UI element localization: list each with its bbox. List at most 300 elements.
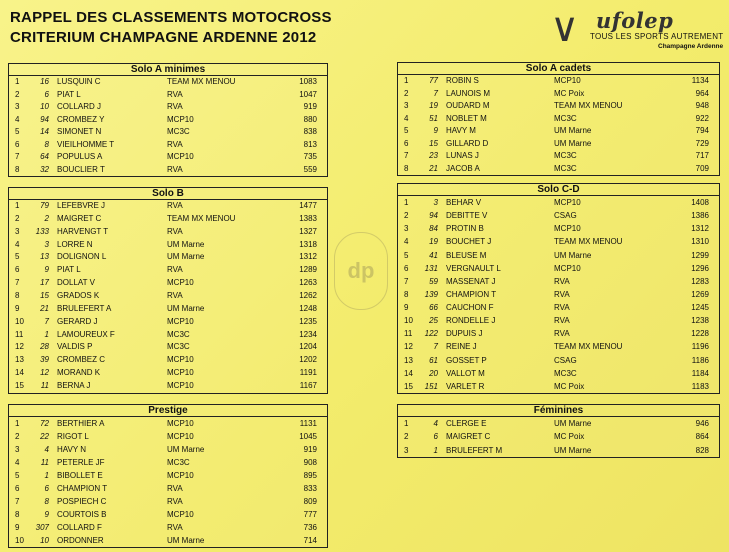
bib-number: 6: [44, 89, 49, 99]
points: 1186: [691, 355, 709, 365]
club-name: MCP10: [167, 114, 194, 124]
points: 1047: [299, 89, 317, 99]
bib-number: 12: [40, 368, 49, 378]
points: 1312: [299, 252, 317, 262]
bib-number: 7: [44, 316, 49, 326]
club-name: MCP10: [554, 76, 581, 85]
bib-number: 151: [424, 381, 438, 391]
rank: 1: [404, 419, 409, 428]
rank: 4: [404, 237, 409, 247]
points: 1238: [691, 316, 709, 326]
rider-name: COURTOIS B: [57, 510, 107, 519]
table-row: [9, 354, 327, 367]
points: 1312: [691, 224, 709, 234]
rank: 5: [15, 127, 20, 136]
rank: 5: [404, 250, 409, 260]
table-row: [9, 239, 327, 252]
rank: 2: [15, 213, 20, 223]
club-name: UM Marne: [554, 250, 592, 260]
points: 1408: [691, 198, 709, 207]
bib-number: 7: [433, 88, 438, 98]
rank: 2: [15, 432, 20, 441]
bib-number: 2: [44, 213, 49, 223]
club-name: RVA: [167, 102, 183, 111]
table-row: [9, 89, 327, 102]
club-name: MC3C: [554, 113, 577, 123]
club-name: RVA: [167, 89, 183, 99]
bib-number: 1: [44, 329, 49, 339]
points: 1204: [299, 342, 317, 352]
bib-number: 139: [424, 289, 438, 299]
points: 948: [695, 101, 709, 110]
club-name: UM Marne: [167, 303, 205, 313]
rider-name: DOLIGNON L: [57, 252, 107, 262]
rank: 4: [15, 239, 20, 249]
club-name: MCP10: [167, 381, 194, 391]
club-name: TEAM MX MENOU: [554, 342, 623, 352]
bib-number: 19: [429, 101, 438, 110]
table-row: [398, 367, 719, 380]
points: 777: [303, 510, 317, 519]
rank: 12: [15, 342, 24, 352]
rider-name: GERARD J: [57, 316, 98, 326]
rider-name: MAIGRET C: [446, 432, 491, 442]
points: 559: [303, 164, 317, 174]
table-row: [9, 151, 327, 164]
rank: 14: [15, 368, 24, 378]
points: 1131: [299, 419, 317, 428]
rider-name: POSPIECH C: [57, 497, 107, 506]
table-row: [9, 482, 327, 495]
table-row: [9, 139, 327, 152]
points: 828: [695, 445, 709, 455]
points: 1234: [299, 329, 317, 339]
rank: 9: [15, 523, 20, 532]
club-name: MC Poix: [554, 432, 585, 442]
points: 1134: [691, 76, 709, 85]
rank: 1: [15, 419, 20, 428]
points: 1245: [691, 303, 709, 312]
table-row: [9, 213, 327, 226]
club-name: MC3C: [167, 329, 190, 339]
bib-number: 10: [40, 536, 49, 545]
bib-number: 77: [429, 76, 438, 85]
rank: 12: [404, 342, 413, 352]
points: 1383: [299, 213, 317, 223]
club-name: MC Poix: [554, 381, 585, 391]
club-name: CSAG: [554, 211, 577, 221]
table-row: [9, 126, 327, 139]
rider-name: LUNAS J: [446, 151, 479, 160]
club-name: UM Marne: [167, 445, 205, 454]
rank: 3: [15, 445, 20, 454]
points: 1269: [691, 289, 709, 299]
bib-number: 1: [44, 471, 49, 480]
points: 1235: [299, 316, 317, 326]
rider-name: POPULUS A: [57, 152, 103, 161]
club-name: RVA: [554, 329, 570, 339]
bib-number: 15: [429, 138, 438, 148]
rank: 3: [404, 224, 409, 234]
club-name: RVA: [167, 139, 183, 149]
table-row: [398, 327, 719, 340]
rider-name: BRULEFERT A: [57, 303, 112, 313]
rank: 6: [15, 484, 20, 493]
bib-number: 61: [429, 355, 438, 365]
rider-name: JACOB A: [446, 163, 480, 173]
points: 1228: [691, 329, 709, 339]
logo-subtitle: Champagne Ardenne: [658, 43, 724, 50]
bib-number: 72: [40, 419, 49, 428]
table-row: [9, 290, 327, 303]
table-row: [9, 380, 327, 393]
rank: 15: [404, 381, 413, 391]
rider-name: CHAMPION T: [446, 289, 497, 299]
club-name: RVA: [554, 303, 570, 312]
rank: 4: [15, 458, 20, 467]
rider-name: LORRE N: [57, 239, 93, 249]
club-name: MCP10: [167, 419, 194, 428]
table-solo-a-cadets: [397, 62, 720, 176]
table-row: [398, 262, 719, 275]
rider-name: CROMBEZ Y: [57, 114, 105, 124]
rider-name: CLERGE E: [446, 419, 487, 428]
bib-number: 17: [40, 278, 49, 288]
rider-name: BERTHIER A: [57, 419, 105, 428]
table-row: [398, 113, 719, 126]
club-name: MC3C: [167, 127, 190, 136]
table-title: Féminines: [398, 405, 719, 417]
table-row: [398, 196, 719, 209]
table-row: [9, 329, 327, 342]
table-row: [398, 430, 719, 443]
table-row: [398, 340, 719, 353]
rider-name: DUPUIS J: [446, 329, 483, 339]
bib-number: 7: [433, 342, 438, 352]
points: 709: [695, 163, 709, 173]
stamp-mark: dp: [334, 232, 388, 310]
bib-number: 23: [429, 151, 438, 160]
rank: 8: [404, 163, 409, 173]
rider-name: ORDONNER: [57, 536, 104, 545]
rider-name: HAVY N: [57, 445, 87, 454]
bib-number: 84: [429, 224, 438, 234]
rank: 13: [15, 355, 24, 365]
rank: 1: [404, 198, 409, 207]
points: 794: [695, 126, 709, 135]
rank: 7: [15, 497, 20, 506]
points: 736: [303, 523, 317, 532]
rank: 11: [404, 329, 413, 339]
rider-name: OUDARD M: [446, 101, 490, 110]
bib-number: 32: [40, 164, 49, 174]
table-row: [398, 235, 719, 248]
club-name: MC3C: [554, 151, 577, 160]
rider-name: BIBOLLET E: [57, 471, 103, 480]
points: 964: [695, 88, 709, 98]
table-row: [9, 303, 327, 316]
bib-number: 11: [40, 458, 49, 467]
table-row: [9, 430, 327, 443]
points: 1296: [691, 263, 709, 273]
club-name: RVA: [167, 226, 183, 236]
rider-name: LAMOUREUX F: [57, 329, 115, 339]
table-row: [9, 164, 327, 177]
bib-number: 39: [40, 355, 49, 365]
bib-number: 59: [429, 276, 438, 286]
table-row: [9, 76, 327, 89]
table-solo-b: [8, 187, 328, 394]
rank: 2: [15, 89, 20, 99]
table-row: [398, 275, 719, 288]
table-row: [9, 443, 327, 456]
rank: 1: [15, 201, 20, 210]
table-row: [398, 209, 719, 222]
bib-number: 6: [433, 432, 438, 442]
rider-name: PIAT L: [57, 265, 81, 275]
rank: 4: [15, 114, 20, 124]
table-row: [9, 341, 327, 354]
points: 729: [695, 138, 709, 148]
points: 1310: [691, 237, 709, 247]
rank: 8: [15, 291, 20, 301]
rank: 8: [15, 164, 20, 174]
rider-name: LEFEBVRE J: [57, 201, 106, 210]
points: 838: [303, 127, 317, 136]
bib-number: 3: [44, 239, 49, 249]
rider-name: ROBIN S: [446, 76, 479, 85]
rank: 4: [404, 113, 409, 123]
rider-name: LUSQUIN C: [57, 77, 101, 86]
rank: 6: [404, 138, 409, 148]
rank: 8: [404, 289, 409, 299]
rider-name: COLLARD J: [57, 102, 102, 111]
rank: 5: [15, 471, 20, 480]
club-name: TEAM MX MENOU: [554, 237, 623, 247]
bib-number: 131: [424, 263, 438, 273]
table-row: [398, 150, 719, 163]
table-row: [9, 495, 327, 508]
points: 895: [303, 471, 317, 480]
table-row: [398, 125, 719, 138]
table-row: [398, 138, 719, 151]
club-name: MCP10: [167, 152, 194, 161]
points: 1196: [691, 342, 709, 352]
bib-number: 22: [40, 432, 49, 441]
rider-name: VALDIS P: [57, 342, 93, 352]
points: 1183: [691, 381, 709, 391]
table-row: [398, 444, 719, 457]
table-row: [398, 222, 719, 235]
bib-number: 3: [433, 198, 438, 207]
table-row: [9, 417, 327, 430]
rank: 10: [404, 316, 413, 326]
title-line-1: RAPPEL DES CLASSEMENTS MOTOCROSS: [10, 9, 332, 26]
points: 1386: [691, 211, 709, 221]
table-row: [398, 354, 719, 367]
rider-name: VIEILHOMME T: [57, 139, 115, 149]
bib-number: 94: [40, 114, 49, 124]
title-line-2: CRITERIUM CHAMPAGNE ARDENNE 2012: [10, 29, 317, 46]
bib-number: 16: [40, 77, 49, 86]
bib-number: 64: [40, 152, 49, 161]
rank: 3: [15, 102, 20, 111]
club-name: UM Marne: [167, 536, 205, 545]
rider-name: BOUCLIER T: [57, 164, 105, 174]
points: 1184: [691, 368, 709, 378]
points: 1191: [299, 368, 317, 378]
table-row: [398, 75, 719, 88]
table-row: [9, 114, 327, 127]
bib-number: 66: [429, 303, 438, 312]
club-name: TEAM MX MENOU: [167, 213, 236, 223]
rider-name: VALLOT M: [446, 368, 485, 378]
table-row: [398, 163, 719, 176]
points: 908: [303, 458, 317, 467]
rank: 7: [404, 276, 409, 286]
bib-number: 122: [424, 329, 438, 339]
club-name: TEAM MX MENOU: [167, 77, 236, 86]
points: 1299: [691, 250, 709, 260]
bib-number: 41: [429, 250, 438, 260]
table-row: [398, 100, 719, 113]
bib-number: 94: [429, 211, 438, 221]
club-name: RVA: [554, 316, 570, 326]
table-row: [9, 316, 327, 329]
club-name: RVA: [167, 523, 183, 532]
rider-name: REINE J: [446, 342, 477, 352]
club-name: MCP10: [554, 263, 581, 273]
club-name: RVA: [167, 265, 183, 275]
table-row: [9, 251, 327, 264]
table-row: [9, 367, 327, 380]
table-row: [398, 288, 719, 301]
rank: 15: [15, 381, 24, 391]
club-name: CSAG: [554, 355, 577, 365]
bib-number: 15: [40, 291, 49, 301]
points: 1289: [299, 265, 317, 275]
bib-number: 4: [433, 419, 438, 428]
rank: 3: [15, 226, 20, 236]
club-name: UM Marne: [554, 419, 592, 428]
bib-number: 51: [429, 113, 438, 123]
points: 1045: [299, 432, 317, 441]
club-name: UM Marne: [554, 138, 592, 148]
club-name: RVA: [167, 484, 183, 493]
club-name: MC3C: [167, 342, 190, 352]
rank: 2: [404, 432, 409, 442]
bib-number: 10: [40, 102, 49, 111]
points: 880: [303, 114, 317, 124]
club-name: MCP10: [167, 432, 194, 441]
club-name: RVA: [167, 164, 183, 174]
rider-name: LAUNOIS M: [446, 88, 491, 98]
rank: 14: [404, 368, 413, 378]
rider-name: PIAT L: [57, 89, 81, 99]
rider-name: MASSENAT J: [446, 276, 496, 286]
points: 1283: [691, 276, 709, 286]
bib-number: 21: [40, 303, 49, 313]
rank: 2: [404, 88, 409, 98]
ufolep-emblem-icon: ∨: [550, 5, 580, 51]
bib-number: 9: [44, 265, 49, 275]
table-row: [9, 521, 327, 534]
club-name: MCP10: [167, 368, 194, 378]
bib-number: 28: [40, 342, 49, 352]
rank: 5: [404, 126, 409, 135]
rider-name: GILLARD D: [446, 138, 489, 148]
rank: 9: [404, 303, 409, 312]
table-title: Solo A minimes: [9, 64, 327, 76]
club-name: MCP10: [167, 316, 194, 326]
rider-name: PETERLE JF: [57, 458, 105, 467]
rank: 9: [15, 303, 20, 313]
rider-name: BEHAR V: [446, 198, 482, 207]
rider-name: PROTIN B: [446, 224, 484, 234]
bib-number: 21: [429, 163, 438, 173]
bib-number: 11: [40, 381, 49, 391]
bib-number: 13: [40, 252, 49, 262]
table-title: Prestige: [9, 405, 327, 417]
club-name: MCP10: [554, 198, 581, 207]
rank: 6: [15, 265, 20, 275]
points: 735: [303, 152, 317, 161]
bib-number: 1: [433, 445, 438, 455]
table-row: [398, 88, 719, 101]
club-name: MC3C: [554, 368, 577, 378]
club-name: MCP10: [167, 355, 194, 365]
table-title: Solo C-D: [398, 184, 719, 196]
table-row: [9, 456, 327, 469]
points: 714: [303, 536, 317, 545]
table-row: [398, 417, 719, 430]
rank: 2: [404, 211, 409, 221]
rider-name: VERGNAULT L: [446, 263, 501, 273]
club-name: MCP10: [167, 471, 194, 480]
rider-name: HARVENGT T: [57, 226, 109, 236]
table-solo-a-minimes: [8, 63, 328, 177]
rank: 7: [404, 151, 409, 160]
table-row: [9, 200, 327, 213]
table-row: [9, 226, 327, 239]
points: 717: [695, 151, 709, 160]
bib-number: 9: [433, 126, 438, 135]
rank: 11: [15, 329, 24, 339]
rank: 1: [404, 76, 409, 85]
points: 919: [303, 102, 317, 111]
rider-name: DOLLAT V: [57, 278, 95, 288]
points: 833: [303, 484, 317, 493]
club-name: MC Poix: [554, 88, 585, 98]
rider-name: COLLARD F: [57, 523, 102, 532]
rider-name: GRADOS K: [57, 291, 100, 301]
club-name: TEAM MX MENOU: [554, 101, 623, 110]
table-prestige: [8, 404, 328, 548]
points: 922: [695, 113, 709, 123]
table-row: [398, 314, 719, 327]
rider-name: NOBLET M: [446, 113, 487, 123]
club-name: UM Marne: [554, 126, 592, 135]
rank: 10: [15, 316, 24, 326]
bib-number: 4: [44, 445, 49, 454]
bib-number: 133: [35, 226, 49, 236]
rank: 3: [404, 101, 409, 110]
bib-number: 6: [44, 484, 49, 493]
bib-number: 79: [40, 201, 49, 210]
table-row: [9, 264, 327, 277]
points: 1248: [299, 303, 317, 313]
bib-number: 19: [429, 237, 438, 247]
